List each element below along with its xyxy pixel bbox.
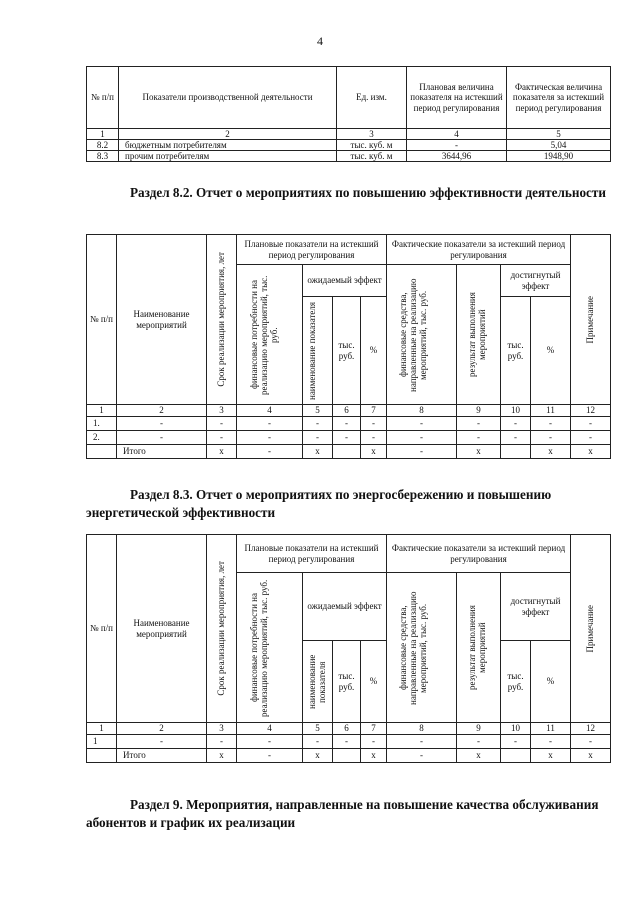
page-number: 4 (317, 34, 323, 48)
header-fact-fin: финансовые средства, направленные на реализацию мероприятий, тыс. руб. (387, 265, 457, 405)
header-exp-rub: тыс. руб. (333, 641, 361, 723)
index-cell: 1 (87, 129, 119, 140)
row-fact: 5,04 (507, 140, 611, 151)
row-number: 8.3 (87, 151, 119, 162)
row-plan: 3644,96 (407, 151, 507, 162)
row-plan: - (407, 140, 507, 151)
table-row: 1 - - - - - - - - - - - (87, 735, 611, 749)
index-row: 1 2 3 4 5 6 7 8 9 10 11 12 (87, 723, 611, 735)
header-fact-fin: финансовые средства, направленные на реализацию мероприятий, тыс. руб. (387, 573, 457, 723)
header-ach-rub: тыс. руб. (501, 297, 531, 405)
header-plan: Плановая величина показателя на истекший период регулирования (407, 67, 507, 129)
table-row: 2. - - - - - - - - - - - (87, 431, 611, 445)
index-cell: 2 (119, 129, 337, 140)
section-9-title: Раздел 9. Мероприятия, направленные на повышение качества обслуживания абонентов и график их реализации (86, 797, 599, 830)
header-fact-result: результат выполнения мероприятий (457, 573, 501, 723)
row-indicator: прочим потребителям (119, 151, 337, 162)
header-num: № п/п (87, 67, 119, 129)
header-exp-name: наименование показателя (303, 641, 333, 723)
section-8-2-title: Раздел 8.2. Отчет о мероприятиях по повышению эффективности деятельности (130, 185, 606, 200)
header-ach-rub: тыс. руб. (501, 641, 531, 723)
header-achieved-effect: достигнутый эффект (501, 265, 571, 297)
section-8-3-title: Раздел 8.3. Отчет о мероприятиях по энергосбережению и повышению энергетической эффективности (86, 487, 552, 520)
row-fact: 1948,90 (507, 151, 611, 162)
index-cell: 4 (407, 129, 507, 140)
header-ach-pct: % (531, 297, 571, 405)
efficiency-measures-table (86, 234, 611, 459)
header-note: Примечание (571, 535, 611, 723)
header-num: № п/п (87, 235, 117, 405)
header-fact: Фактическая величина показателя за истекший период регулирования (507, 67, 611, 129)
table-row: 1. - - - - - - - - - - - (87, 417, 611, 431)
header-plan-fin: финансовые потребности на реализацию мероприятий, тыс. руб. (237, 265, 303, 405)
header-indicator: Показатели производственной деятельности (119, 67, 337, 129)
row-indicator: бюджетным потребителям (119, 140, 337, 151)
header-term: Срок реализации мероприятия, лет (207, 535, 237, 723)
header-exp-pct: % (361, 297, 387, 405)
energy-saving-table (86, 534, 611, 763)
header-fact: Фактические показатели за истекший период регулирования (387, 235, 571, 265)
total-row: Итого x - x x - x x x (87, 445, 611, 459)
row-number: 8.2 (87, 140, 119, 151)
production-indicators-table (86, 66, 611, 162)
table-row (87, 140, 611, 151)
header-plan: Плановые показатели на истекший период регулирования (237, 535, 387, 573)
header-exp-name: наименование показателя (303, 297, 333, 405)
header-ach-pct: % (531, 641, 571, 723)
index-cell: 3 (337, 129, 407, 140)
header-expected-effect: ожидаемый эффект (303, 573, 387, 641)
header-plan: Плановые показатели на истекший период регулирования (237, 235, 387, 265)
index-row: 1 2 3 4 5 6 7 8 9 10 11 12 (87, 405, 611, 417)
index-cell: 5 (507, 129, 611, 140)
table-row (87, 151, 611, 162)
header-exp-rub: тыс. руб. (333, 297, 361, 405)
header-note: Примечание (571, 235, 611, 405)
header-fact-result: результат выполнения мероприятий (457, 265, 501, 405)
header-plan-fin: финансовые потребности на реализацию мероприятий, тыс. руб. (237, 573, 303, 723)
header-term: Срок реализации мероприятия, лет (207, 235, 237, 405)
total-row: Итого x - x x - x x x (87, 749, 611, 763)
header-num: № п/п (87, 535, 117, 723)
row-unit: тыс. куб. м (337, 151, 407, 162)
row-unit: тыс. куб. м (337, 140, 407, 151)
header-expected-effect: ожидаемый эффект (303, 265, 387, 297)
header-exp-pct: % (361, 641, 387, 723)
header-unit: Ед. изм. (337, 67, 407, 129)
header-achieved-effect: достигнутый эффект (501, 573, 571, 641)
header-name: Наименование мероприятий (117, 535, 207, 723)
header-fact: Фактические показатели за истекший период регулирования (387, 535, 571, 573)
header-name: Наименование мероприятий (117, 235, 207, 405)
